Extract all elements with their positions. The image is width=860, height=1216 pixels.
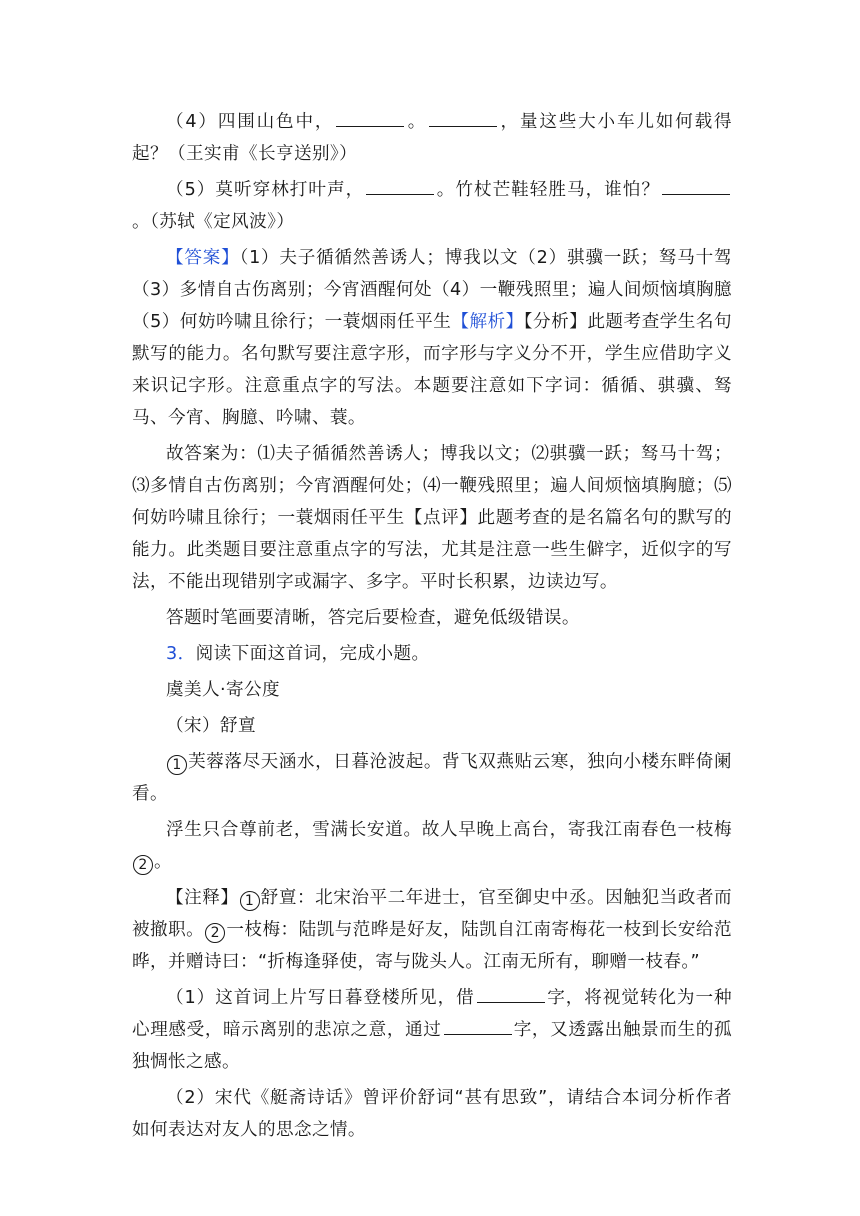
- poem-line-2-end: 。: [154, 852, 172, 872]
- answer-blank[interactable]: [477, 984, 545, 1003]
- q3-sub-1-text-b: 字，将视觉转化为一种心理感受，暗示离别的悲凉之意，通过: [132, 988, 732, 1040]
- q2-item-5-text-c: 。（苏轼《定风波》）: [132, 212, 295, 232]
- q2-item-4-text-b: 。: [406, 112, 428, 132]
- answer-blank[interactable]: [366, 176, 434, 195]
- answer-blank[interactable]: [336, 108, 404, 127]
- q2-item-4: [132, 106, 732, 170]
- question-number: 3．: [166, 644, 196, 664]
- q3-sub-1-text-a: （1）这首词上片写日暮登楼所见，借: [166, 988, 475, 1008]
- q2-item-5-text-b: 。竹杖芒鞋轻胜马，谁怕？: [436, 180, 660, 200]
- q3-sub-1: [132, 982, 732, 1078]
- answer-text: （1）夫子循循然善诱人；博我以文（2）骐骥一跃；驽马十驾（3）多情自古伤离别；今宵酒醒何处（4）一鞭残照里；遍人间烦恼填胸臆（5）何妨吟啸且徐行；一蓑烟雨任平生: [132, 248, 732, 332]
- footnote-marker-1: 1: [240, 891, 260, 911]
- analysis-tag: 【解析】: [451, 312, 524, 332]
- poem-line-1: [132, 746, 732, 810]
- poem-line-2-text: 浮生只合尊前老，雪满长安道。故人早晚上高台，寄我江南春色一枝梅: [166, 820, 732, 840]
- q2-conclusion: 故答案为：⑴夫子循循然善诱人；博我以文；⑵骐骥一跃；驽马十驾；⑶多情自古伤离别；今宵酒醒何处；⑷一鞭残照里；遍人间烦恼填胸臆；⑸何妨吟啸且徐行；一蓑烟雨任平生【点评】此题考查的是名篇名句的默写的能力。此类题目要注意重点字的写法，尤其是注意一些生僻字，近似字的写法，不能出现错别字或漏字、多字。平时长积累，边读边写。: [132, 444, 732, 592]
- q3-sub-2: （2）宋代《艇斋诗话》曾评价舒词“甚有思致”，请结合本词分析作者如何表达对友人的思念之情。: [132, 1088, 732, 1140]
- footnote-marker-2: 2: [133, 855, 153, 875]
- answer-blank[interactable]: [429, 108, 497, 127]
- poem-author: （宋）舒亶: [166, 716, 256, 736]
- answer-tag: 【答案】: [166, 248, 240, 268]
- q2-tip: 答题时笔画要清晰，答完后要检查，避免低级错误。: [166, 608, 580, 628]
- q3-sub-1-text-c: 字，又透露出触景而生的孤独惆怅之感。: [132, 1020, 732, 1072]
- footnote-marker-1: 1: [167, 755, 187, 775]
- q2-item-4-text-c: ，量这些大小车儿如何载得起？（王实甫《长亨送别》）: [132, 112, 733, 164]
- poem-notes: [132, 882, 732, 978]
- question-prompt: 阅读下面这首词，完成小题。: [195, 644, 430, 664]
- poem-line-1-text: 芙蓉落尽天涵水，日暮沧波起。背飞双燕贴云寒，独向小楼东畔倚阑看。: [132, 752, 732, 804]
- q2-item-5: [132, 174, 732, 238]
- poem-title: 虞美人·寄公度: [166, 680, 280, 700]
- q2-item-5-text-a: （5）莫听穿林打叶声，: [166, 180, 365, 200]
- q2-answer: [132, 242, 732, 434]
- q2-item-4-text-a: （4）四围山色中，: [166, 112, 335, 132]
- analysis-text: 【分析】此题考查学生名句默写的能力。名句默写要注意字形，而字形与字义分不开，学生应借助字义来识记字形。注意重点字的写法。本题要注意如下字词：循循、骐骥、驽马、今宵、胸臆、吟啸、蓑。: [132, 312, 732, 428]
- note-1-text: 舒亶：北宋治平二年进士，官至御史中丞。因触犯当政者而被撤职。: [132, 888, 733, 940]
- notes-tag: 【注释】: [166, 888, 239, 908]
- footnote-marker-2: 2: [205, 923, 225, 943]
- poem-line-2: [132, 814, 732, 878]
- note-2-text: 一枝梅：陆凯与范晔是好友，陆凯自江南寄梅花一枝到长安给范晔，并赠诗曰：“折梅逢驿使，寄与陇头人。江南无所有，聊赠一枝春。”: [132, 920, 732, 972]
- q3-heading: [132, 638, 732, 670]
- answer-blank[interactable]: [662, 176, 730, 195]
- answer-blank[interactable]: [444, 1016, 512, 1035]
